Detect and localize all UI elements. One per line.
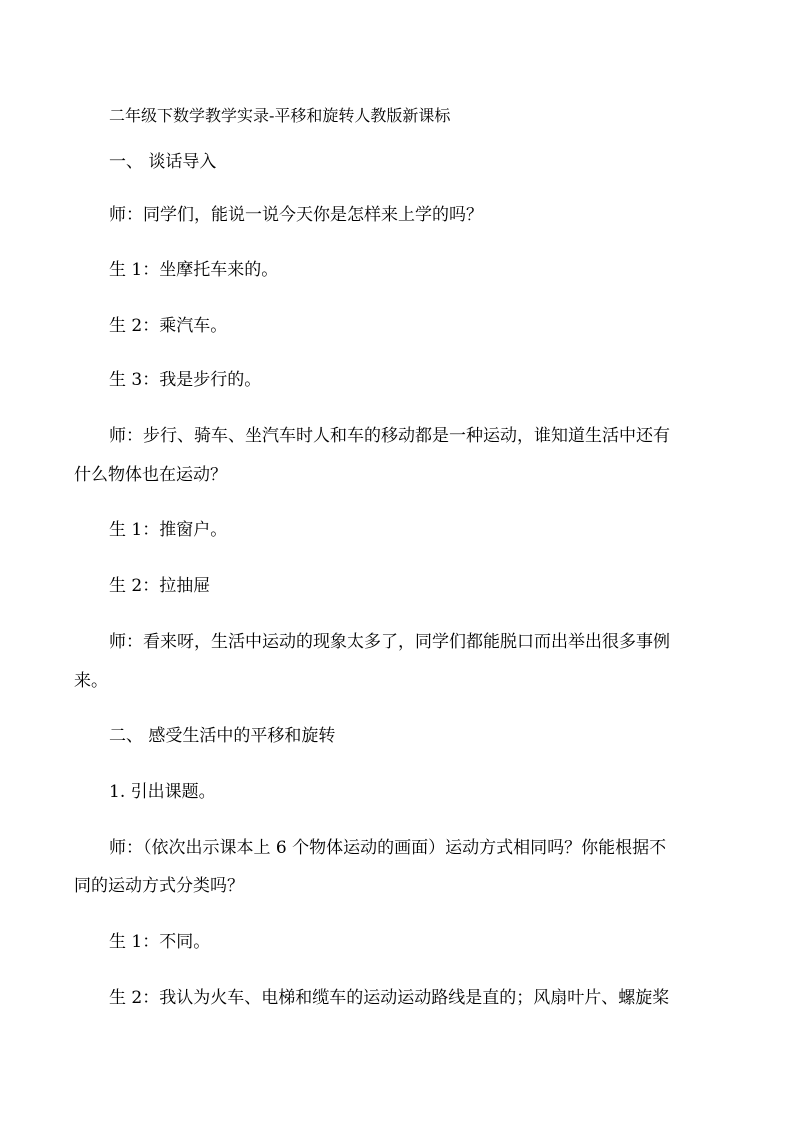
paragraph-teacher-examples-line1: 师：看来呀，生活中运动的现象太多了，同学们都能脱口而出举出很多事例 [109,632,670,652]
paragraph-student-1: 生 1：坐摩托车来的。 [109,260,279,280]
paragraph-teacher-question: 师：同学们，能说一说今天你是怎样来上学的吗？ [109,205,483,225]
paragraph-teacher-classify-line2: 同的运动方式分类吗？ [74,876,244,896]
paragraph-student-different: 生 1：不同。 [109,932,211,952]
document-title: 二年级下数学教学实录-平移和旋转人教版新课标 [109,106,451,125]
paragraph-student-drawer: 生 2：拉抽屉 [109,576,211,596]
section-heading-2: 二、 感受生活中的平移和旋转 [109,726,336,746]
paragraph-teacher-motion-line2: 什么物体也在运动？ [74,465,227,485]
paragraph-student-2: 生 2：乘汽车。 [109,316,228,336]
paragraph-student-straight: 生 2：我认为火车、电梯和缆车的运动运动路线是直的；风扇叶片、螺旋桨 [109,988,670,1008]
subheading-1: 1. 引出课题。 [109,782,216,802]
paragraph-teacher-classify-line1: 师：（依次出示课本上 6 个物体运动的画面）运动方式相同吗？你能根据不 [109,838,667,858]
section-heading-1: 一、 谈话导入 [109,152,217,172]
paragraph-student-window: 生 1：推窗户。 [109,520,228,540]
paragraph-teacher-examples-line2: 来。 [74,671,108,691]
paragraph-teacher-motion-line1: 师：步行、骑车、坐汽车时人和车的移动都是一种运动，谁知道生活中还有 [109,426,670,446]
paragraph-student-3: 生 3：我是步行的。 [109,370,262,390]
